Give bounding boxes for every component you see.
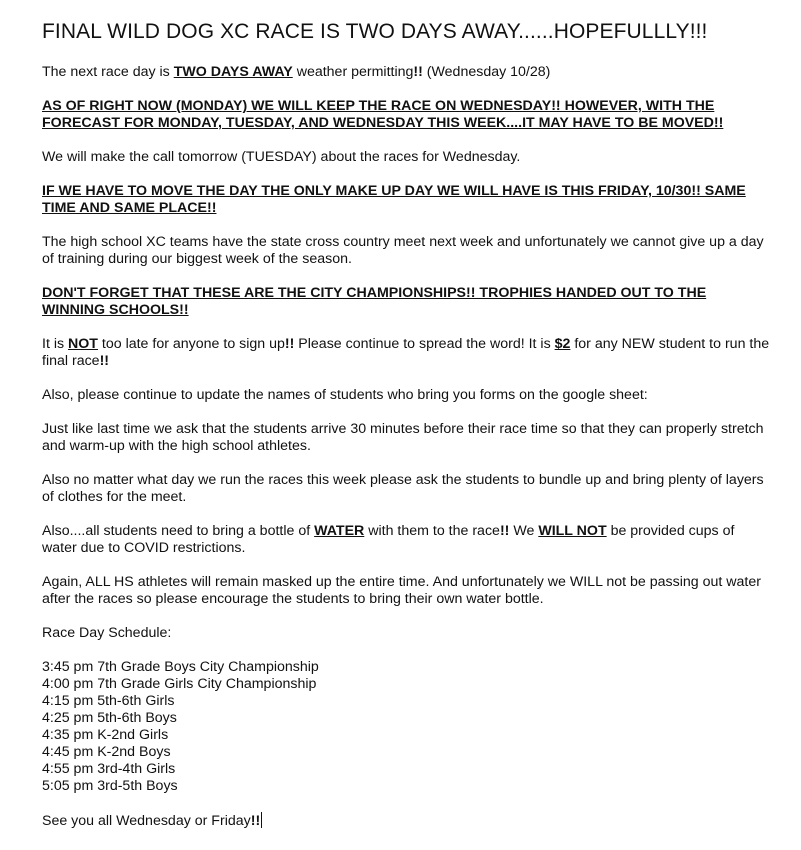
text-cursor bbox=[261, 812, 262, 828]
p7-text-g: for any NEW student to run the final race bbox=[42, 336, 770, 369]
paragraph-city-championships: DON'T FORGET THAT THESE ARE THE CITY CHAMPIONSHIPS!! TROPHIES HANDED OUT TO THE WINNING SCHOOLS!! bbox=[42, 285, 707, 318]
p11-text-c: with them to the race bbox=[364, 523, 500, 539]
paragraph-monday-notice: AS OF RIGHT NOW (MONDAY) WE WILL KEEP THE RACE ON WEDNESDAY!! HOWEVER, WITH THE FORECAST FOR MONDAY, TUESDAY, AND WEDNESDAY THIS WEEK....IT MAY HAVE TO BE MOVED!! bbox=[42, 98, 724, 131]
paragraph-high-school-teams: The high school XC teams have the state cross country meet next week and unfortunately we cannot give up a day of training during our biggest week of the season. bbox=[42, 234, 764, 267]
p7-exclaim: !! bbox=[284, 336, 295, 352]
paragraph-water bbox=[42, 523, 771, 557]
p1-text-a: The next race day is bbox=[42, 64, 174, 80]
schedule-item: 4:55 pm 3rd-4th Girls bbox=[42, 761, 176, 777]
water-emphasis: WATER bbox=[314, 523, 365, 539]
schedule-item: 4:45 pm K-2nd Boys bbox=[42, 744, 171, 760]
p7-text-e: Please continue to spread the word! It is bbox=[294, 336, 555, 352]
schedule-item: 5:05 pm 3rd-5th Boys bbox=[42, 778, 178, 794]
schedule-item: 3:45 pm 7th Grade Boys City Championship bbox=[42, 659, 319, 675]
paragraph-bundle-up: Also no matter what day we run the races this week please ask the students to bundle up and bring plenty of layers of clothes for the meet. bbox=[42, 472, 764, 505]
race-schedule-list bbox=[42, 659, 771, 795]
schedule-item: 4:35 pm K-2nd Girls bbox=[42, 727, 169, 743]
p7-text-a: It is bbox=[42, 336, 69, 352]
schedule-item: 4:25 pm 5th-6th Boys bbox=[42, 710, 177, 726]
schedule-heading: Race Day Schedule: bbox=[42, 625, 172, 641]
paragraph-masks: Again, ALL HS athletes will remain masked up the entire time. And unfortunately we WILL not be passing out water after the races so please encourage the students to bring their own water bottle. bbox=[42, 574, 761, 607]
p11-exclaim: !! bbox=[499, 523, 510, 539]
two-days-away-emphasis: TWO DAYS AWAY bbox=[173, 64, 293, 80]
closing-line[interactable] bbox=[42, 812, 771, 830]
p11-text-e: We bbox=[509, 523, 539, 539]
paragraph-sign-up bbox=[42, 336, 771, 370]
p1-date: (Wednesday 10/28) bbox=[422, 64, 551, 80]
p1-exclaim: !! bbox=[413, 64, 423, 80]
document-title: FINAL WILD DOG XC RACE IS TWO DAYS AWAY......HOPEFULLLY!!! bbox=[42, 20, 708, 43]
schedule-item: 4:00 pm 7th Grade Girls City Championship bbox=[42, 676, 317, 692]
paragraph-call-tomorrow: We will make the call tomorrow (TUESDAY) about the races for Wednesday. bbox=[42, 149, 521, 165]
paragraph-race-day bbox=[42, 64, 771, 81]
p1-text-c: weather permitting bbox=[292, 64, 414, 80]
closing-text: See you all Wednesday or Friday bbox=[42, 813, 251, 829]
p11-text-g: be provided cups of water due to COVID restrictions. bbox=[42, 523, 735, 556]
paragraph-arrival-time: Just like last time we ask that the students arrive 30 minutes before their race time so that they can properly stretch and warm-up with the high school athletes. bbox=[42, 421, 764, 454]
paragraph-google-sheet: Also, please continue to update the names of students who bring you forms on the google sheet: bbox=[42, 387, 648, 403]
p7-text-c: too late for anyone to sign up bbox=[97, 336, 285, 352]
p11-text-a: Also....all students need to bring a bottle of bbox=[42, 523, 315, 539]
schedule-item: 4:15 pm 5th-6th Girls bbox=[42, 693, 175, 709]
p7-exclaim-2: !! bbox=[99, 353, 110, 369]
will-not-emphasis: WILL NOT bbox=[538, 523, 607, 539]
not-emphasis: NOT bbox=[68, 336, 98, 352]
paragraph-makeup-day: IF WE HAVE TO MOVE THE DAY THE ONLY MAKE UP DAY WE WILL HAVE IS THIS FRIDAY, 10/30!! SAME TIME AND SAME PLACE!! bbox=[42, 183, 746, 216]
price-emphasis: $2 bbox=[554, 336, 571, 352]
closing-exclaim: !! bbox=[250, 813, 261, 829]
